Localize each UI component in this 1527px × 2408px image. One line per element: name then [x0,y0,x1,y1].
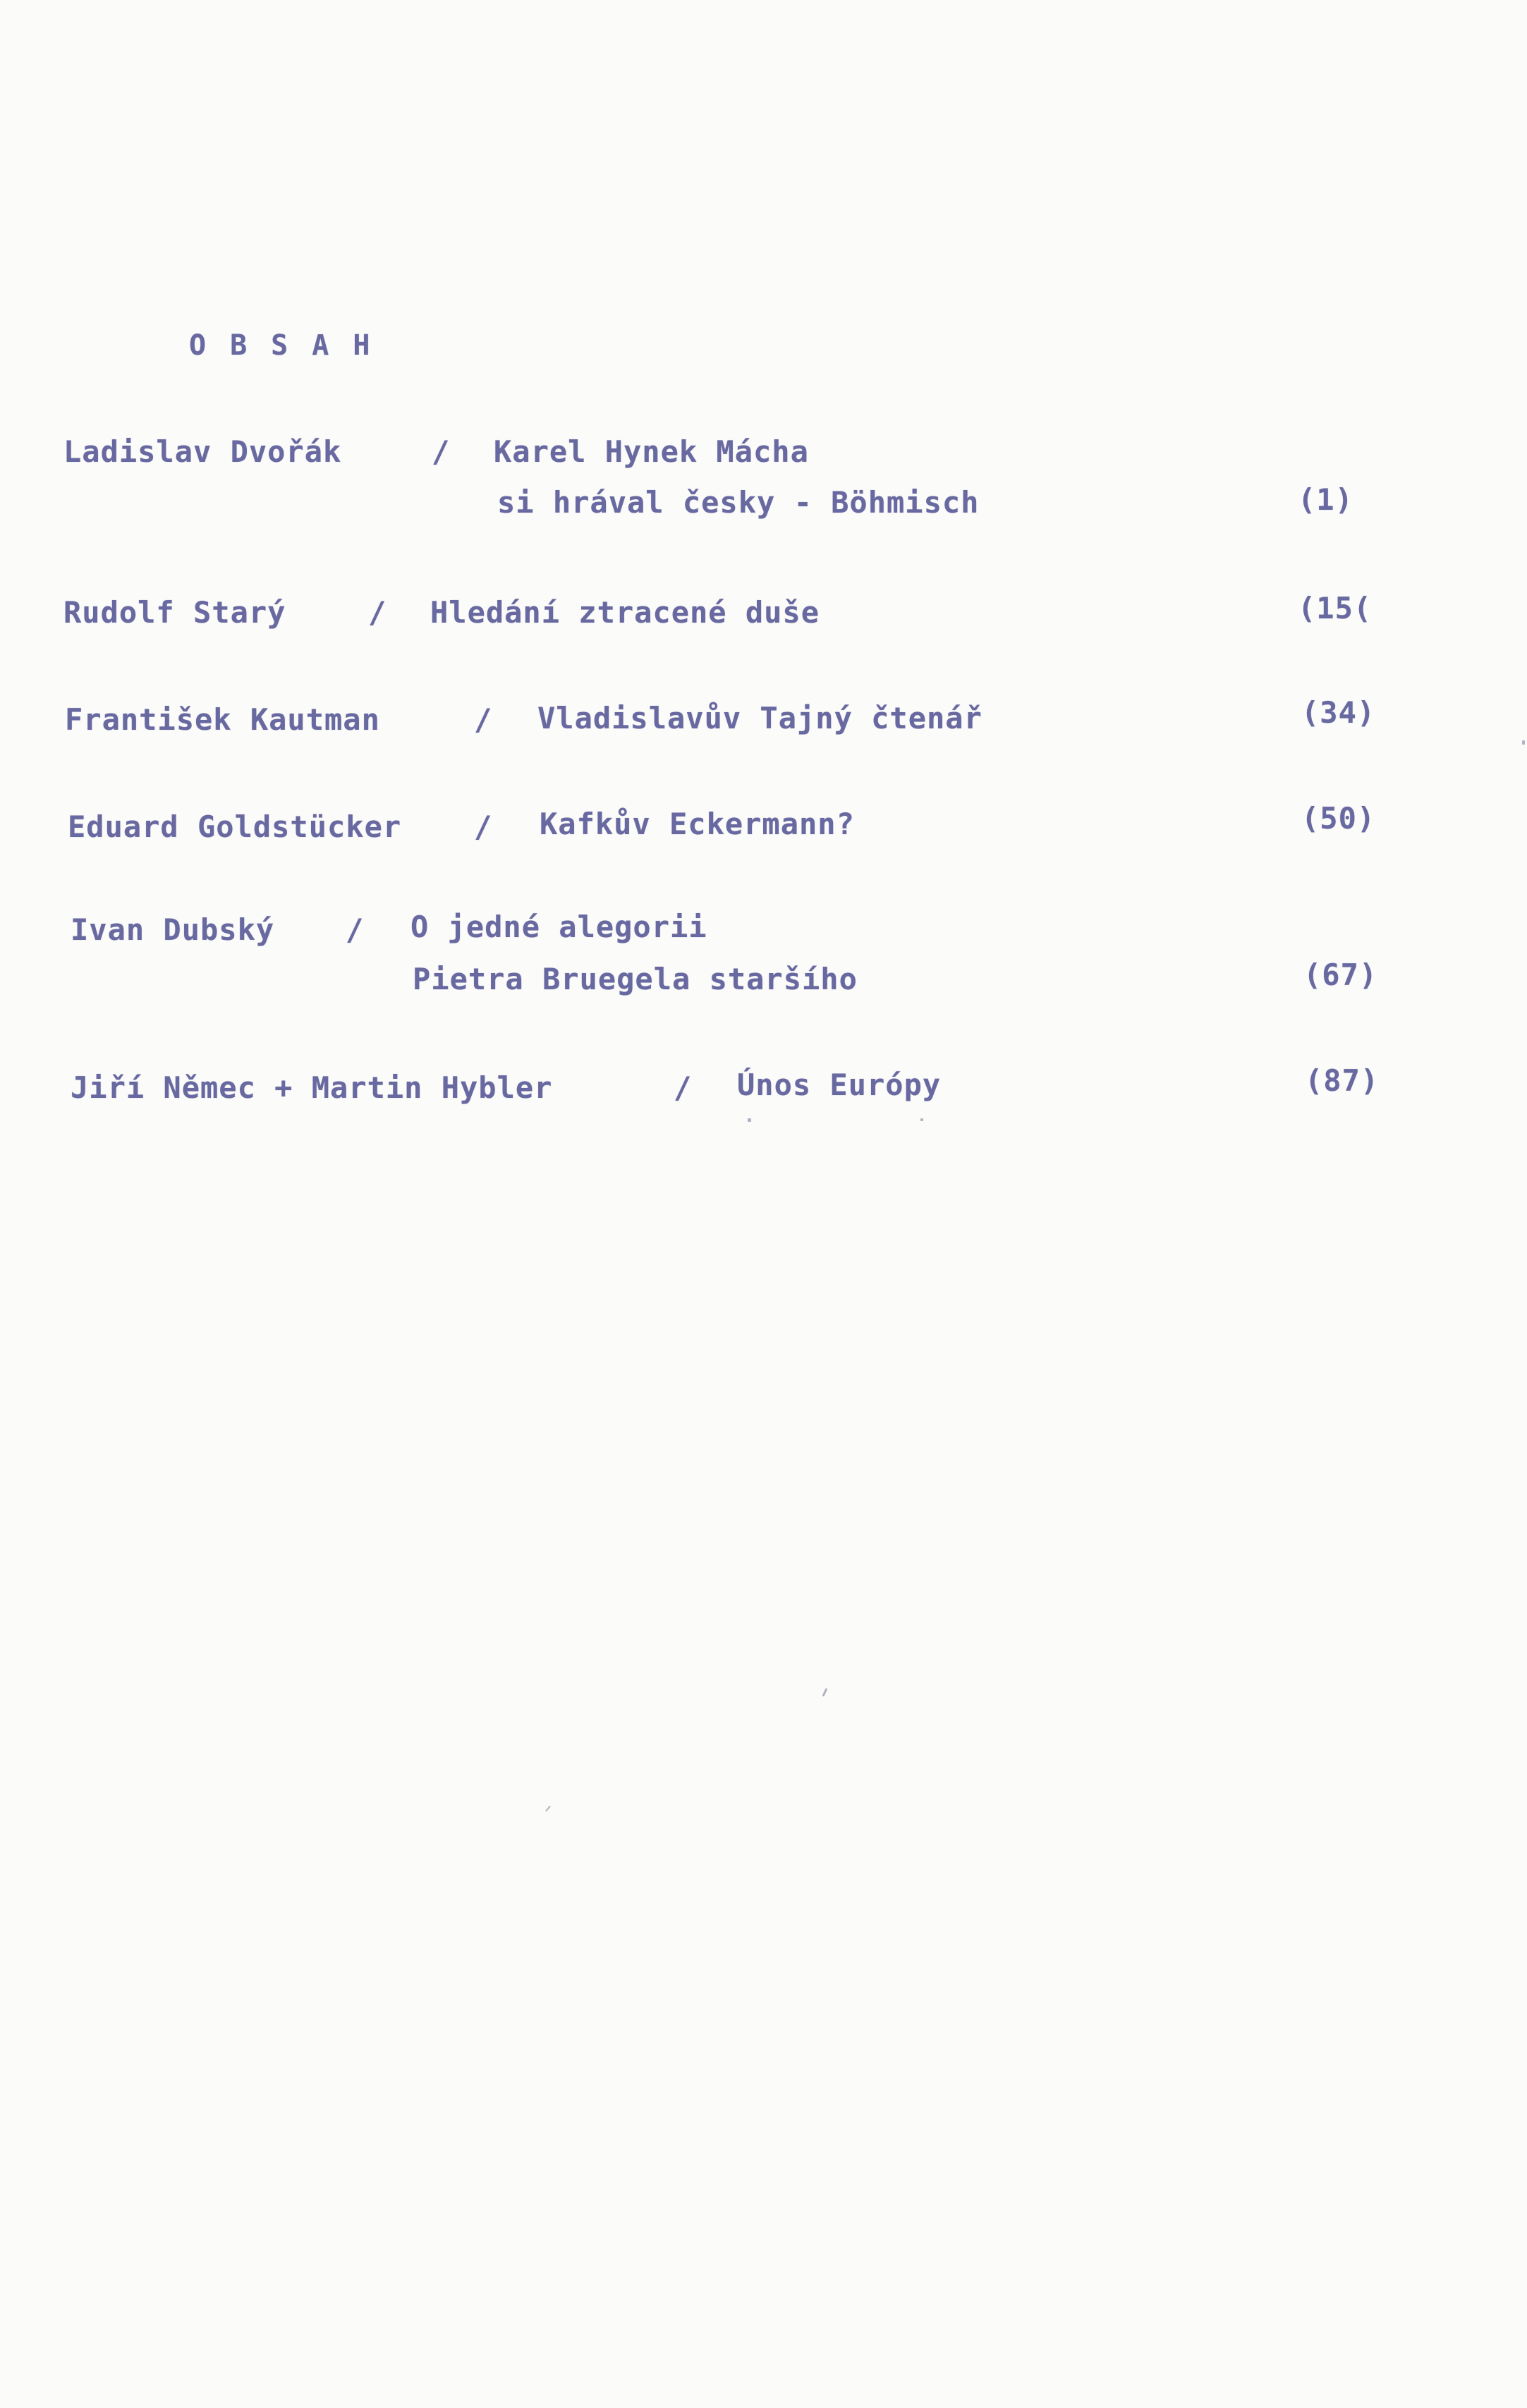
entry-title-line2: si hrával česky - Böhmisch [497,485,980,520]
entry-title-line1: O jedné alegorii [410,910,707,944]
entry-page-number: (87) [1305,1063,1380,1098]
paper-speck [545,1806,551,1812]
entry-title-line1: Vladislavův Tajný čtenář [537,701,982,735]
entry-page-number: (67) [1303,958,1378,992]
paper-speck [822,1688,828,1697]
entry-page-number: (50) [1301,801,1376,836]
entry-title-line2: Pietra Bruegela staršího [413,962,858,996]
entry-page-number: (34) [1301,695,1376,730]
entry-page-number: (15( [1298,591,1373,625]
entry-page-number: (1) [1298,482,1353,517]
entry-author: Ivan Dubský [71,912,275,947]
entry-author: František Kautman [65,702,380,737]
entry-author: Ladislav Dvořák [63,434,342,469]
entry-separator: / [432,434,451,469]
entry-separator: / [368,595,387,630]
paper-speck [748,1118,751,1122]
entry-author: Jiří Němec + Martin Hybler [71,1070,553,1105]
entry-title-line1: Kafkův Eckermann? [540,807,855,841]
entry-separator: / [674,1070,693,1105]
paper-speck [1522,740,1525,745]
entry-author: Eduard Goldstücker [68,809,402,844]
entry-title-line1: Karel Hynek Mácha [494,434,809,469]
entry-author: Rudolf Starý [63,595,286,630]
entry-title-line1: Hledání ztracené duše [430,595,820,630]
entry-separator: / [474,809,493,844]
page-title: OBSAH [189,329,394,362]
paper-speck [920,1118,923,1121]
entry-separator: / [346,912,365,947]
entry-separator: / [474,702,493,737]
entry-title-line1: Únos Európy [737,1068,942,1102]
